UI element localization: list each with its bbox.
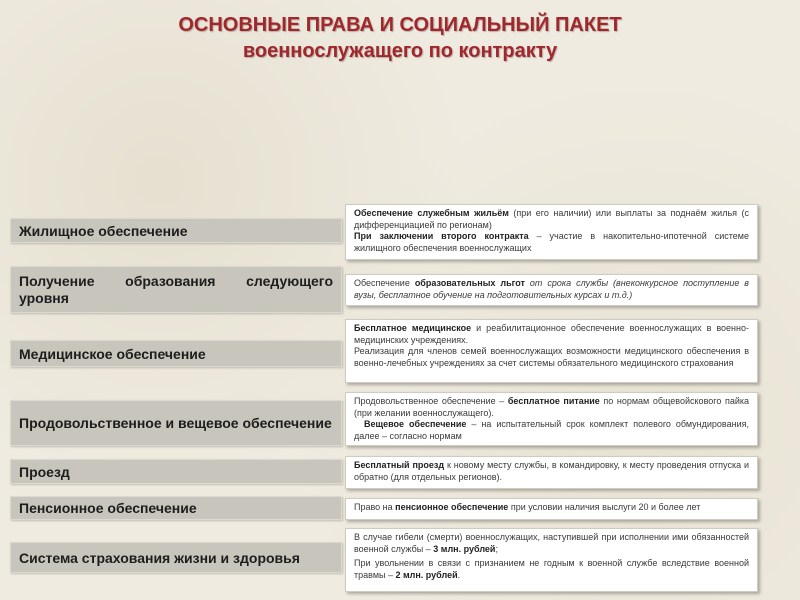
desc-bold: 2 млн. рублей (395, 569, 458, 580)
category-label: Пенсионное обеспечение (19, 500, 197, 516)
desc-bold: образовательных льгот (414, 278, 525, 288)
desc-text: Реализация для членов семей военнослужащих возможности медицинского обеспечения в военно-лечебных учреждениях за счет системы обязательного медицинского страхования (354, 346, 749, 368)
category-label: Система страхования жизни и здоровья (19, 549, 300, 566)
desc-text: При увольнении в связи с признанием не годным к военной службе вследствие военной травмы – (354, 558, 749, 580)
desc-bold: Бесплатное медицинское (354, 323, 472, 333)
desc-text: Продовольственное обеспечение – (354, 396, 508, 406)
description-insurance (345, 528, 758, 592)
desc-bold: Обеспечение служебным жильём (354, 208, 509, 218)
description-education (345, 274, 758, 306)
desc-text: – на испытательный срок комплект полевого обмундирования, далее – согласно нормам (354, 419, 749, 441)
page-title: ОСНОВНЫЕ ПРАВА И СОЦИАЛЬНЫЙ ПАКЕТ (178, 14, 622, 36)
category-label: Продовольственное и вещевое обеспечение (19, 414, 332, 431)
desc-text: Право на (354, 502, 396, 512)
category-travel (10, 459, 342, 484)
desc-bold: 3 млн. рублей (433, 543, 496, 554)
description-travel (345, 456, 758, 489)
desc-bold: бесплатное питание (507, 396, 600, 406)
desc-text: В случае гибели (смерти) военнослужащих, наступившей при исполнении ими обязанностей военной службы – (354, 532, 749, 554)
category-medical (10, 340, 342, 367)
description-pension (345, 498, 758, 520)
category-label: Жилищное обеспечение (19, 222, 188, 239)
desc-text: и реабилитационное обеспечение военнослужащих в военно-медицинских учреждениях. (354, 323, 749, 345)
category-pension (10, 496, 342, 520)
desc-text: Обеспечение (354, 278, 415, 288)
desc-text: к новому месту службы, в командировку, к месту проведения отпуска и обратно (для отдельных регионов). (354, 460, 749, 482)
desc-bold: пенсионное обеспечение (395, 502, 509, 512)
category-housing (10, 218, 342, 243)
desc-italic: от срока службы (внеконкурсное поступление в вузы, бесплатное обучение на подготовительных курсах и т.д.) (354, 278, 749, 300)
desc-text: . (457, 569, 461, 580)
desc-text: при условии наличия выслуги 20 и более лет (508, 502, 701, 512)
desc-bold: Бесплатный проезд (354, 460, 445, 470)
desc-text: – участие в накопительно-ипотечной системе жилищного обеспечения военнослужащих (354, 231, 749, 253)
desc-text: (при его наличии) или выплаты за поднаём жилья (с дифференциацией по регионам) (354, 208, 749, 230)
category-label: Медицинское обеспечение (19, 345, 206, 362)
desc-text: по нормам общевойскового пайка (при желании военнослужащего). (354, 396, 749, 418)
desc-bold: Вещевое обеспечение (364, 419, 467, 429)
category-education (10, 266, 342, 313)
category-insurance (10, 542, 342, 573)
description-housing (345, 204, 758, 260)
desc-bold: При заключении второго контракта (354, 231, 529, 241)
desc-text: ; (495, 543, 498, 554)
category-label: Проезд (19, 463, 70, 480)
category-label: Получение образования следующего уровня (19, 272, 333, 306)
page-subtitle: военнослужащего по контракту (242, 40, 558, 62)
description-medical (345, 319, 758, 383)
description-food-clothing (345, 392, 758, 446)
category-food-clothing (10, 400, 342, 446)
